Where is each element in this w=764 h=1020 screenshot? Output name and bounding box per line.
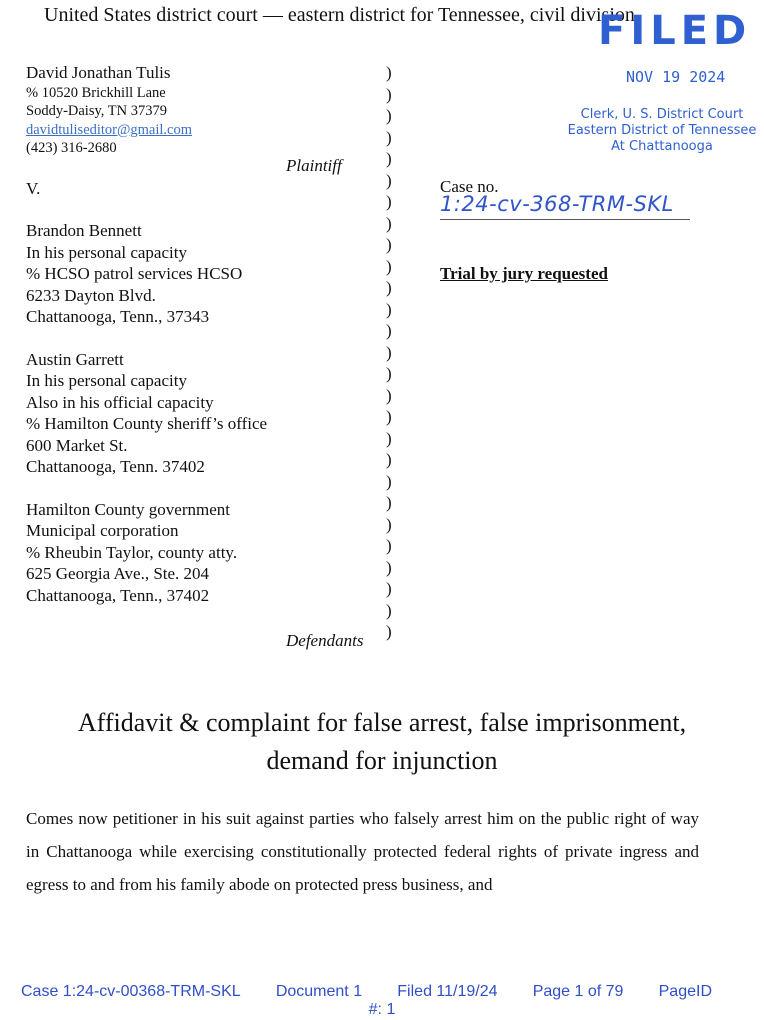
clerk-stamp — [560, 107, 764, 155]
caption-paren: ) — [386, 213, 392, 233]
case-number-label: Case no. — [440, 177, 499, 196]
caption-paren: ) — [386, 278, 392, 297]
defendant-line: % Rheubin Taylor, county atty. — [26, 542, 238, 562]
plaintiff-phone: (423) 316-2680 — [26, 140, 117, 156]
caption-paren: ) — [386, 622, 392, 641]
footer-case-number: Case 1:24-cv-00368-TRM-SKL — [21, 983, 241, 1000]
footer-filed-date: Filed 11/19/24 — [397, 983, 498, 1000]
document-title — [0, 704, 764, 780]
plaintiff-address: % 10520 Brickhill Lane — [26, 84, 166, 101]
clerk-line: Clerk, U. S. District Court — [580, 107, 744, 122]
defendant-line: 6233 Dayton Blvd. — [26, 285, 156, 305]
caption-paren: ) — [386, 536, 392, 555]
caption-paren: ) — [386, 321, 392, 340]
plaintiff-name: David Jonathan Tulis — [26, 63, 171, 82]
caption-paren: ) — [386, 299, 392, 319]
caption-paren: ) — [386, 84, 392, 104]
body-paragraph: Comes now petitioner in his suit against parties who falsely arrest him on the public right of way in Chattanooga while exercising constitutionally protected federal rights of private ingress and egress to and from his family abode on protected press business, and — [26, 809, 699, 894]
caption-paren: ) — [386, 192, 392, 211]
defendant-line: % Hamilton County sheriff’s office — [26, 414, 268, 433]
caption-paren: ) — [386, 364, 392, 383]
case-number-underline — [440, 219, 690, 220]
jury-demand: Trial by jury requested — [440, 264, 608, 283]
case-number-handwritten: 1:24-cv-368-TRM-SKL — [440, 192, 674, 216]
caption-paren: ) — [386, 493, 392, 512]
versus: V. — [26, 178, 41, 198]
defendant-line: In his personal capacity — [26, 242, 187, 262]
defendant-line: 600 Market St. — [26, 435, 128, 455]
footer-pageid-number: #: 1 — [368, 1001, 396, 1018]
caption-paren: ) — [386, 127, 392, 147]
plaintiff-city: Soddy-Daisy, TN 37379 — [26, 103, 167, 119]
caption-paren: ) — [386, 170, 392, 190]
caption-paren: ) — [386, 63, 392, 82]
defendant-line: Chattanooga, Tenn. 37402 — [26, 457, 205, 476]
caption-paren: ) — [386, 256, 392, 276]
caption-paren: ) — [386, 235, 392, 254]
case-caption — [26, 62, 406, 606]
clerk-line: At Chattanooga — [611, 139, 713, 154]
defendant-block-county — [26, 499, 406, 607]
defendant-line: Austin Garrett — [26, 349, 124, 369]
caption-parentheses — [386, 62, 398, 643]
caption-paren: ) — [386, 428, 392, 448]
filed-stamp: FILED — [598, 8, 752, 54]
defendants-role-label: Defendants — [286, 631, 364, 650]
caption-paren: ) — [386, 385, 392, 405]
footer-page-count: Page 1 of 79 — [532, 983, 624, 1000]
caption-paren: ) — [386, 342, 392, 362]
defendant-line: Also in his official capacity — [26, 392, 214, 412]
defendant-line: In his personal capacity — [26, 371, 187, 390]
plaintiff-role-label: Plaintiff — [286, 156, 342, 175]
caption-paren: ) — [386, 600, 392, 620]
caption-paren: ) — [386, 149, 392, 168]
defendant-line: Brandon Bennett — [26, 221, 142, 240]
caption-paren: ) — [386, 579, 392, 598]
clerk-line: Eastern District of Tennessee — [567, 123, 757, 138]
defendant-line: 625 Georgia Ave., Ste. 204 — [26, 564, 210, 583]
defendant-block-bennett — [26, 220, 406, 328]
caption-paren: ) — [386, 514, 392, 534]
defendant-line: Chattanooga, Tenn., 37402 — [26, 585, 210, 605]
defendant-line: Municipal corporation — [26, 521, 179, 540]
caption-paren: ) — [386, 106, 392, 125]
caption-paren: ) — [386, 471, 392, 491]
caption-paren: ) — [386, 407, 392, 426]
document-title-line2: demand for injunction — [266, 746, 498, 775]
caption-paren: ) — [386, 450, 392, 469]
pacer-footer — [0, 983, 764, 1019]
defendant-block-garrett — [26, 349, 406, 478]
plaintiff-block — [26, 62, 406, 158]
filed-stamp-date: NOV 19 2024 — [626, 68, 726, 86]
plaintiff-email-link[interactable]: davidtuliseditor@gmail.com — [26, 121, 192, 138]
court-header: United States district court — eastern district for Tennessee, civil division — [44, 4, 635, 26]
footer-document: Document 1 — [275, 983, 363, 1000]
defendant-line: % HCSO patrol services HCSO — [26, 264, 243, 283]
defendant-line: Chattanooga, Tenn., 37343 — [26, 307, 210, 326]
footer-pageid: PageID — [658, 983, 712, 1000]
defendant-line: Hamilton County government — [26, 499, 230, 519]
document-title-line1: Affidavit & complaint for false arrest, false imprisonment, — [77, 708, 687, 737]
caption-paren: ) — [386, 557, 392, 577]
